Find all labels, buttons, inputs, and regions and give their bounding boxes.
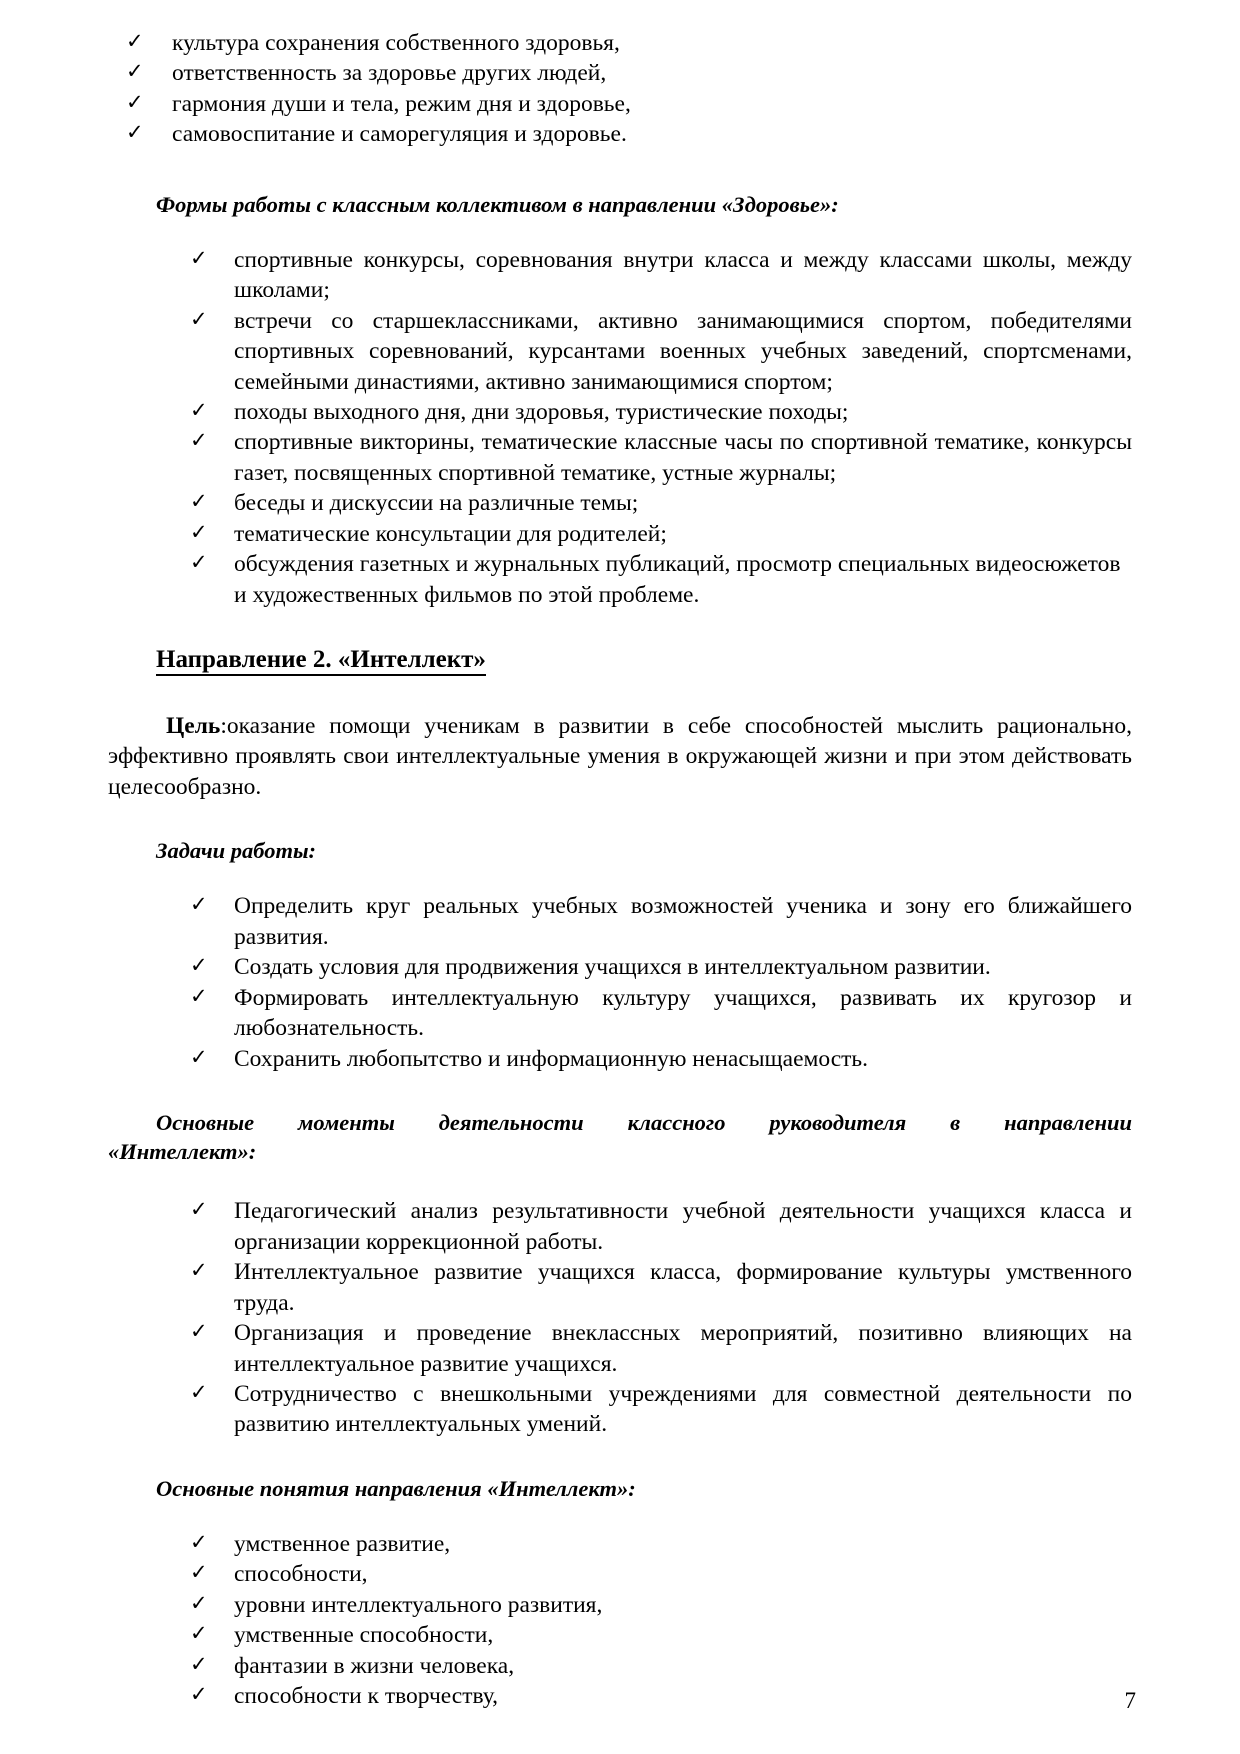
- list-item: [190, 1044, 1132, 1074]
- health-forms-heading: Формы работы с классным коллективом в направлении «Здоровье»:: [156, 191, 839, 217]
- checkmark-icon: ✓: [190, 1560, 208, 1585]
- list-item-text: Сотрудничество с внешкольными учреждениями для совместной деятельности по развитию интеллектуальных умений.: [234, 1380, 1132, 1438]
- list-item: [190, 983, 1132, 1044]
- tasks-list: [108, 891, 1132, 1074]
- tasks-heading: Задачи работы:: [156, 838, 317, 864]
- list-item-text: Создать условия для продвижения учащихся в интеллектуальном развитии.: [234, 954, 991, 981]
- list-item-text: ответственность за здоровье других людей,: [172, 60, 607, 87]
- list-item: [190, 1590, 1132, 1620]
- list-item: [190, 245, 1132, 306]
- checkmark-icon: ✓: [190, 1197, 208, 1222]
- list-item: [190, 1318, 1132, 1379]
- list-item-text: гармония души и тела, режим дня и здоровье,: [172, 90, 631, 117]
- list-item-text: спортивные конкурсы, соревнования внутри класса и между классами школы, между школами;: [234, 246, 1132, 304]
- list-item: [190, 952, 1132, 982]
- checkmark-icon: ✓: [190, 306, 208, 331]
- page-number: 7: [1124, 1688, 1136, 1713]
- list-item-text: тематические консультации для родителей;: [234, 520, 667, 547]
- list-item-text: Интеллектуальное развитие учащихся класса, формирование культуры умственного труда.: [234, 1259, 1132, 1316]
- health-concepts-list: [108, 28, 1132, 150]
- list-item-text: фантазии в жизни человека,: [234, 1652, 515, 1679]
- list-item: [190, 1257, 1132, 1318]
- list-item: [190, 519, 1132, 549]
- checkmark-icon: ✓: [190, 983, 208, 1008]
- list-item-text: Формировать интеллектуальную культуру учащихся, развивать их кругозор и любознательность.: [234, 984, 1132, 1042]
- list-item-text: Педагогический анализ результативности учебной деятельности учащихся класса и организации коррекционной работы.: [234, 1198, 1132, 1255]
- list-item-text: встречи со старшеклассниками, активно занимающимися спортом, победителями спортивных соревнований, курсантами военных учебных заведений, спортсменами, семейными династиями, активно занимающимися спортом;: [234, 307, 1132, 395]
- list-item-text: обсуждения газетных и журнальных публикаций, просмотр специальных видеосюжетов и художественных фильмов по этой проблеме.: [234, 551, 1121, 608]
- checkmark-icon: ✓: [190, 550, 208, 575]
- direction-2-heading: [108, 644, 1132, 677]
- list-item: [126, 119, 1132, 149]
- list-item: [190, 488, 1132, 518]
- direction-2-heading-text: Направление 2. «Интеллект»: [156, 646, 486, 676]
- goal-text: оказание помощи ученикам в развитии в себе способностей мыслить рационально, эффективно проявлять свои интеллектуальные умения в окружающей жизни и при этом действовать целесообразно.: [108, 712, 1132, 800]
- list-item: [190, 1529, 1132, 1559]
- list-item: [190, 427, 1132, 488]
- goal-label: Цель: [166, 712, 221, 739]
- checkmark-icon: ✓: [190, 428, 208, 453]
- list-item-text: умственное развитие,: [234, 1531, 451, 1558]
- list-item-text: умственные способности,: [234, 1622, 494, 1649]
- checkmark-icon: ✓: [190, 892, 208, 917]
- checkmark-icon: ✓: [126, 89, 144, 114]
- checkmark-icon: ✓: [190, 1379, 208, 1404]
- key-concepts-list: [108, 1529, 1132, 1712]
- key-moments-heading: [108, 1108, 1132, 1167]
- key-moments-heading-line1: Основные моменты деятельности классного руководителя в направлении: [156, 1109, 1132, 1135]
- list-item-text: Сохранить любопытство и информационную ненасыщаемость.: [234, 1045, 868, 1072]
- list-item: [126, 28, 1132, 58]
- list-item: [190, 1379, 1132, 1440]
- list-item: [190, 1559, 1132, 1589]
- list-item: [190, 306, 1132, 397]
- checkmark-icon: ✓: [190, 1682, 208, 1707]
- checkmark-icon: ✓: [190, 953, 208, 978]
- list-item: [190, 1620, 1132, 1650]
- list-item: [126, 89, 1132, 119]
- checkmark-icon: ✓: [190, 245, 208, 270]
- checkmark-icon: ✓: [190, 1530, 208, 1555]
- list-item-text: спортивные викторины, тематические классные часы по спортивной тематике, конкурсы газет, посвященных спортивной тематике, устные журналы;: [234, 429, 1132, 486]
- checkmark-icon: ✓: [126, 59, 144, 84]
- list-item-text: культура сохранения собственного здоровья,: [172, 30, 620, 56]
- health-forms-list: [108, 245, 1132, 610]
- list-item-text: походы выходного дня, дни здоровья, туристические походы;: [234, 399, 849, 426]
- checkmark-icon: ✓: [126, 120, 144, 145]
- list-item: [126, 58, 1132, 88]
- list-item: [190, 397, 1132, 427]
- list-item: [190, 549, 1132, 610]
- checkmark-icon: ✓: [126, 29, 144, 53]
- list-item: [190, 891, 1132, 952]
- list-item: [190, 1651, 1132, 1681]
- list-item-text: способности,: [234, 1561, 368, 1588]
- list-item-text: уровни интеллектуального развития,: [234, 1591, 603, 1618]
- key-moments-heading-line2: «Интеллект»:: [108, 1139, 257, 1165]
- checkmark-icon: ✓: [190, 1621, 208, 1646]
- checkmark-icon: ✓: [190, 1590, 208, 1615]
- list-item: [190, 1196, 1132, 1257]
- key-concepts-heading: Основные понятия направления «Интеллект»:: [156, 1475, 636, 1501]
- checkmark-icon: ✓: [190, 398, 208, 423]
- checkmark-icon: ✓: [190, 1319, 208, 1344]
- goal-paragraph: [108, 711, 1132, 803]
- list-item: [190, 1681, 1132, 1711]
- list-item-text: Определить круг реальных учебных возможностей ученика и зону его ближайшего развития.: [234, 893, 1132, 950]
- list-item-text: способности к творчеству,: [234, 1683, 499, 1710]
- goal-separator: :: [220, 712, 227, 739]
- list-item-text: Организация и проведение внеклассных мероприятий, позитивно влияющих на интеллектуальное развитие учащихся.: [234, 1320, 1132, 1377]
- checkmark-icon: ✓: [190, 1258, 208, 1283]
- list-item-text: самовоспитание и саморегуляция и здоровье.: [172, 121, 627, 148]
- checkmark-icon: ✓: [190, 519, 208, 544]
- checkmark-icon: ✓: [190, 1044, 208, 1069]
- key-moments-list: [108, 1196, 1132, 1439]
- checkmark-icon: ✓: [190, 489, 208, 514]
- list-item-text: беседы и дискуссии на различные темы;: [234, 490, 639, 517]
- checkmark-icon: ✓: [190, 1651, 208, 1676]
